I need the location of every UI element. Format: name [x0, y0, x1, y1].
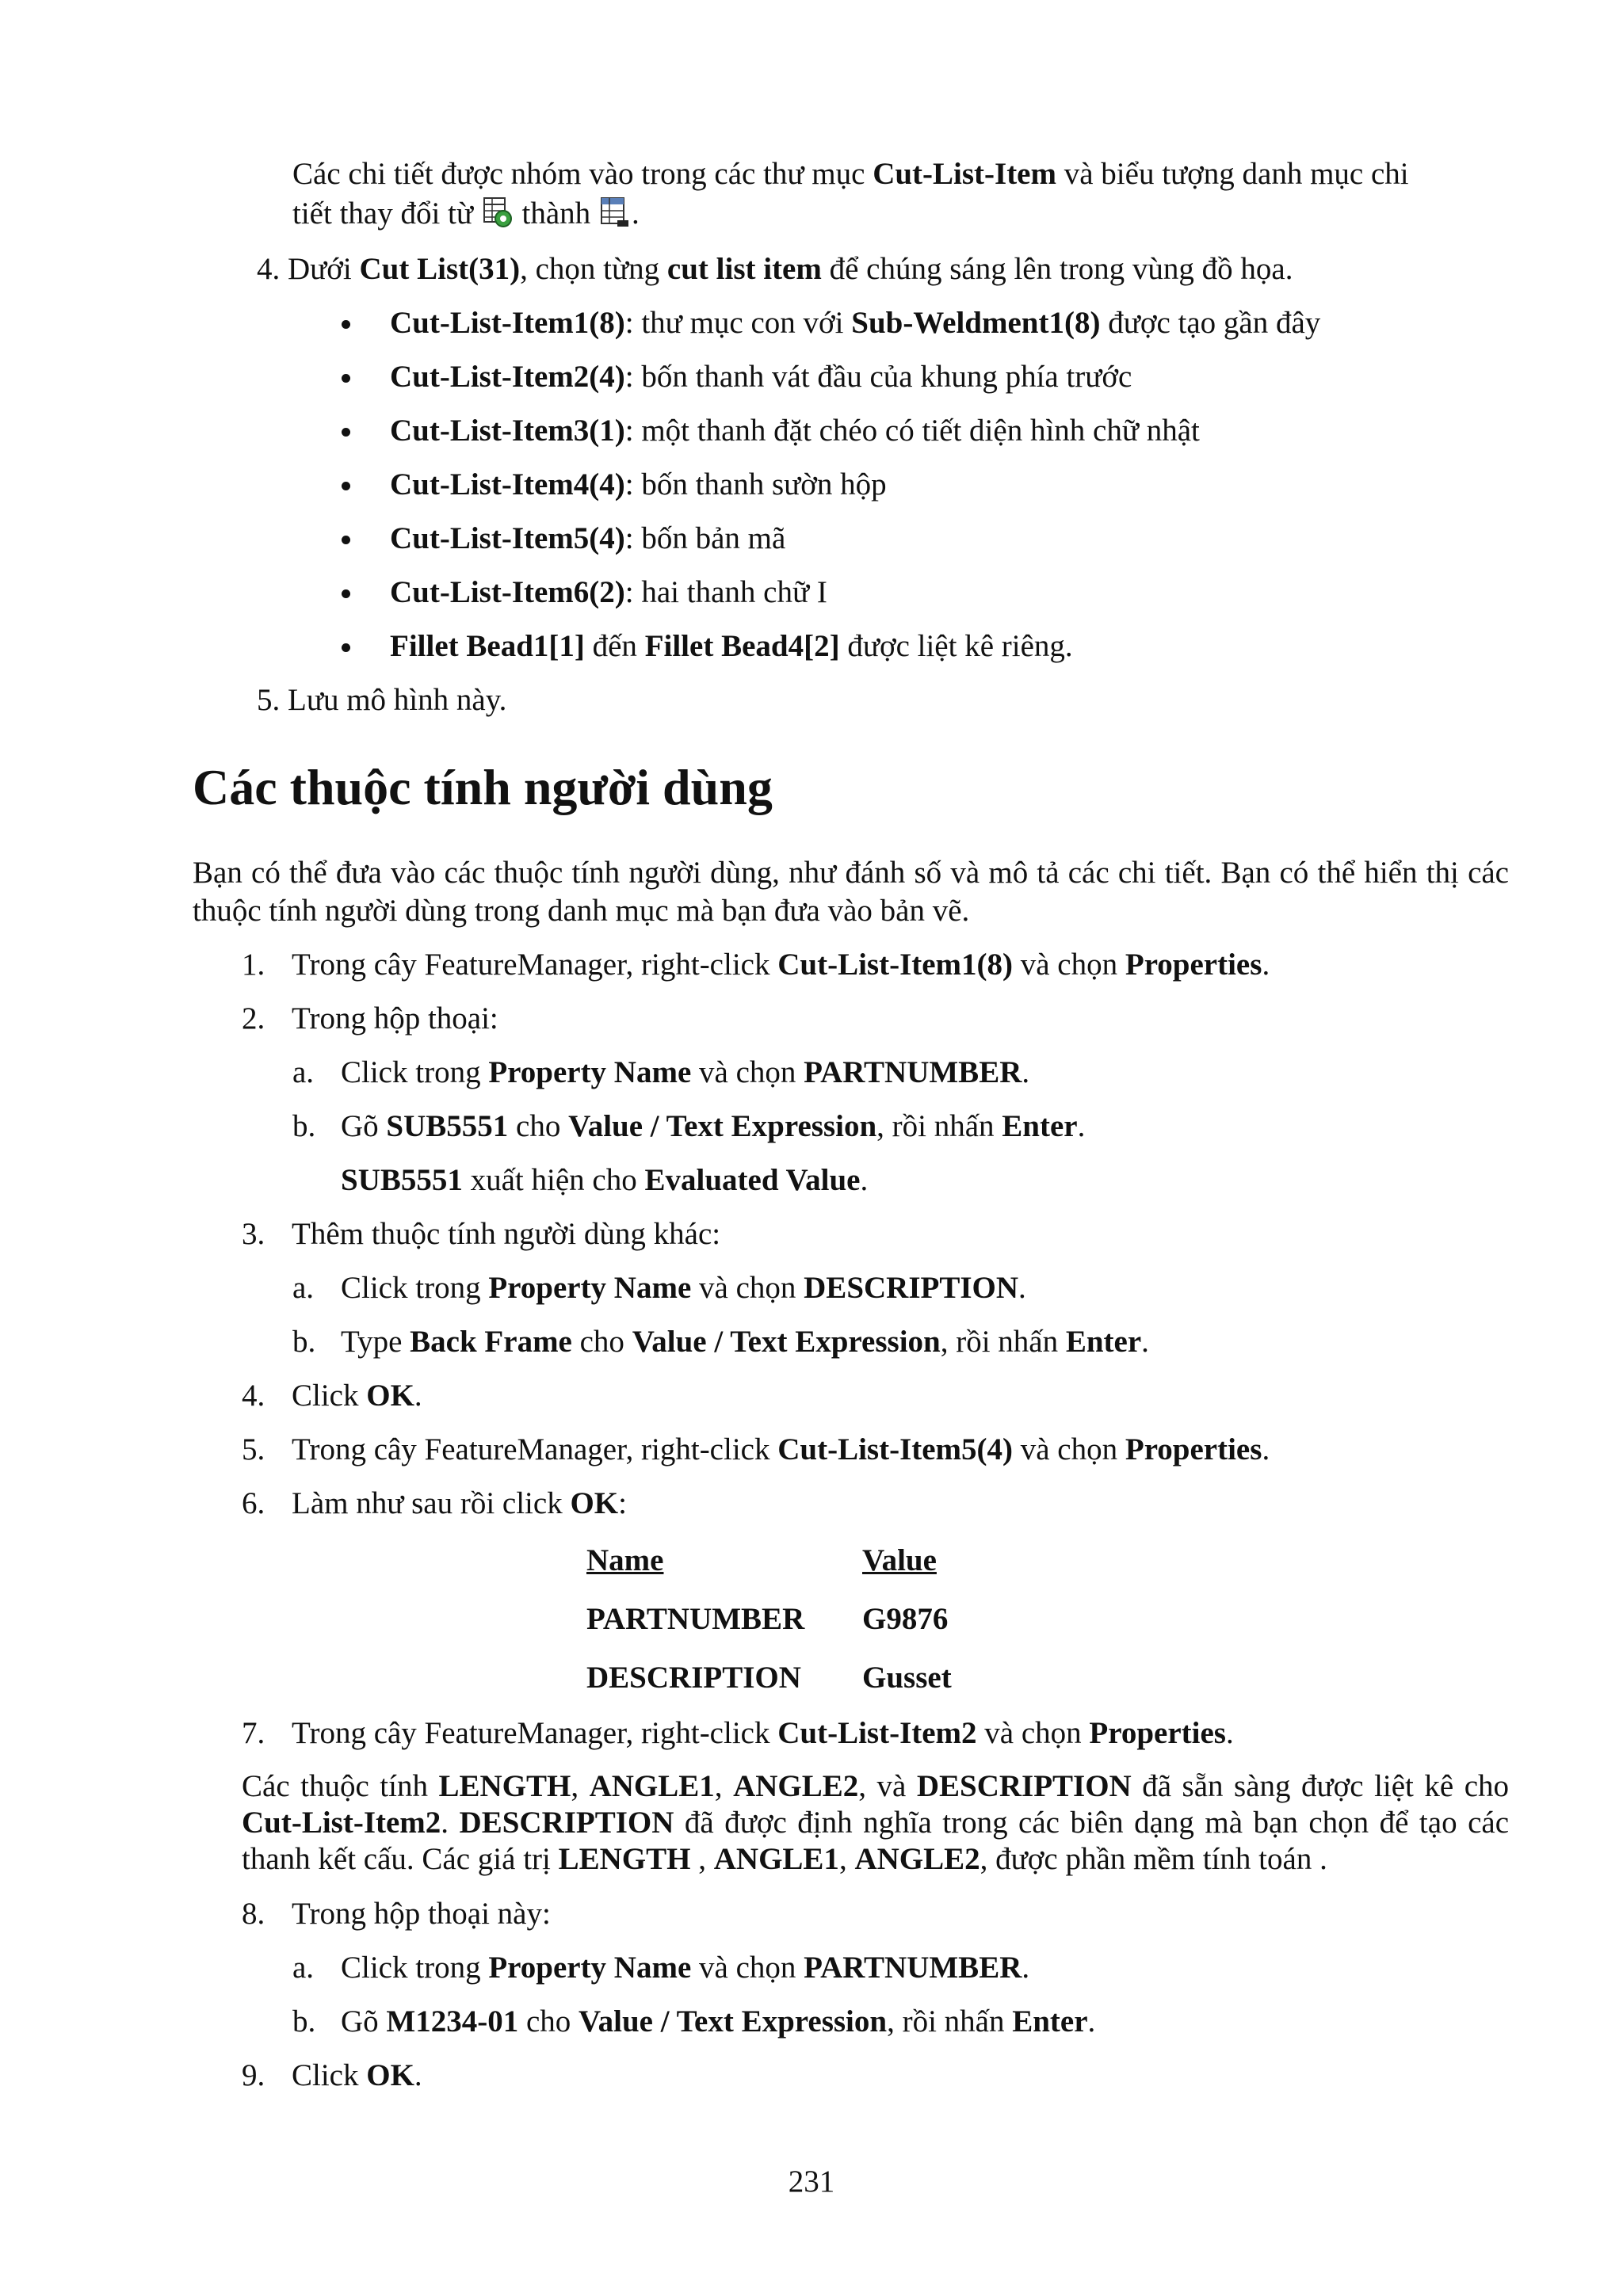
intro-line-1: Các chi tiết được nhóm vào trong các thư mục Cut-List-Item và biểu tượng danh mục chi [292, 157, 1409, 191]
step-4: 4. Dưới Cut List(31), chọn từng cut list item để chúng sáng lên trong vùng đồ họa. [257, 252, 1293, 286]
bullet-dot [342, 428, 350, 437]
list-item: Cut-List-Item5(4): bốn bản mã [390, 521, 786, 555]
list-item: Cut-List-Item2(4): bốn thanh vát đầu của khung phía trước [390, 360, 1132, 394]
step-6: 6. Làm như sau rồi click OK: [242, 1486, 627, 1520]
step-8b: b. Gõ M1234-01 cho Value / Text Expression, rồi nhấn Enter. [292, 2004, 1096, 2039]
step-9: 9. Click OK. [242, 2058, 422, 2092]
step-2a: a. Click trong Property Name và chọn PARTNUMBER. [292, 1055, 1030, 1089]
bullet-dot [342, 643, 350, 652]
list-item: Fillet Bead1[1] đến Fillet Bead4[2] được liệt kê riêng. [390, 629, 1073, 663]
table-cell: DESCRIPTION [586, 1661, 801, 1695]
intro-line-2: tiết thay đổi từ thành . [292, 196, 640, 231]
step-4-click-ok: 4. Click OK. [242, 1379, 422, 1413]
step-2b: b. Gõ SUB5551 cho Value / Text Expression, rồi nhấn Enter. [292, 1109, 1086, 1143]
table-cell: G9876 [862, 1602, 949, 1636]
step-8a: a. Click trong Property Name và chọn PARTNUMBER. [292, 1951, 1030, 1985]
step-7: 7. Trong cây FeatureManager, right-click Cut-List-Item2 và chọn Properties. [242, 1716, 1234, 1750]
list-item: Cut-List-Item1(8): thư mục con với Sub-Weldment1(8) được tạo gần đây [390, 306, 1321, 340]
table-cell: Gusset [862, 1661, 952, 1695]
properties-paragraph: Các thuộc tính LENGTH, ANGLE1, ANGLE2, và DESCRIPTION đã sẵn sàng được liệt kê cho Cut-List-Item2. DESCRIPTION đã được định nghĩa trong các biên dạng mà bạn chọn để tạo các thanh kết cấu. Các giá trị LENGTH , ANGLE1, ANGLE2, được phần mềm tính toán . [242, 1769, 1510, 1876]
step-3b: b. Type Back Frame cho Value / Text Expression, rồi nhấn Enter. [292, 1325, 1149, 1359]
weldment-cut-list-icon [483, 196, 513, 228]
step-1: 1. Trong cây FeatureManager, right-click Cut-List-Item1(8) và chọn Properties. [242, 948, 1270, 982]
table-header-value: Value [862, 1543, 937, 1577]
table-header-name: Name [586, 1543, 664, 1577]
step-3a: a. Click trong Property Name và chọn DESCRIPTION. [292, 1271, 1026, 1305]
bullet-dot [342, 374, 350, 383]
step-2b-note: SUB5551 xuất hiện cho Evaluated Value. [341, 1163, 869, 1197]
list-item: Cut-List-Item4(4): bốn thanh sườn hộp [390, 467, 887, 502]
step-2: 2. Trong hộp thoại: [242, 1001, 498, 1035]
table-cell: PARTNUMBER [586, 1602, 805, 1636]
step-3: 3. Thêm thuộc tính người dùng khác: [242, 1217, 721, 1251]
step-5: 5. Lưu mô hình này. [257, 683, 507, 717]
page-number: 231 [788, 2164, 835, 2199]
bullet-dot [342, 482, 350, 490]
list-item: Cut-List-Item3(1): một thanh đặt chéo có tiết diện hình chữ nhật [390, 414, 1200, 448]
list-item: Cut-List-Item6(2): hai thanh chữ I [390, 575, 827, 609]
intro-paragraph: Bạn có thể đưa vào các thuộc tính người dùng, như đánh số và mô tả các chi tiết. Bạn có thể hiển thị các thuộc tính người dùng trong danh mục mà bạn đưa vào bản vẽ. [193, 856, 1509, 928]
step-8: 8. Trong hộp thoại này: [242, 1897, 551, 1931]
step-5-properties: 5. Trong cây FeatureManager, right-click Cut-List-Item5(4) và chọn Properties. [242, 1432, 1270, 1466]
bullet-dot [342, 589, 350, 598]
section-heading: Các thuộc tính người dùng [193, 759, 773, 815]
bullet-dot [342, 320, 350, 329]
bullet-dot [342, 536, 350, 544]
cut-list-table-icon [600, 196, 630, 228]
